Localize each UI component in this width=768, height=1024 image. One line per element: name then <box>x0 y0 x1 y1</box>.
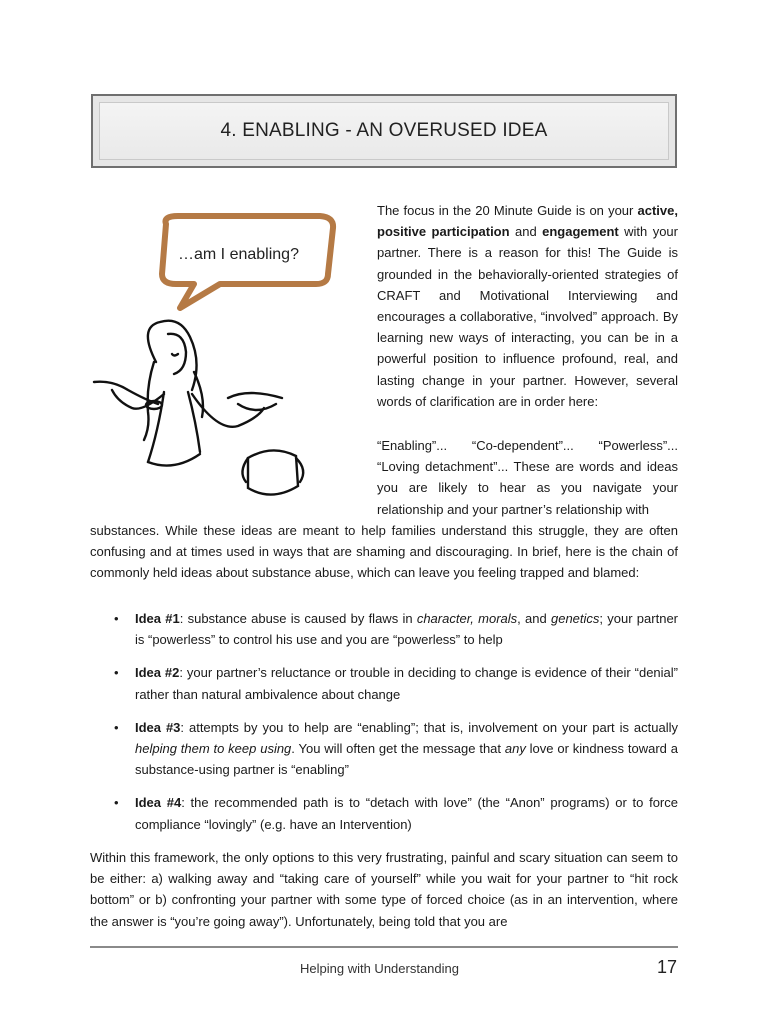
section-title-box <box>91 94 677 168</box>
idea-4-label: Idea #4 <box>135 795 182 811</box>
idea-4-text: : the recommended path is to “detach with love” (the “Anon” programs) or to force compliance “lovingly” (e.g. have an Intervention) <box>135 795 678 832</box>
bullet-icon: • <box>114 719 119 735</box>
idea-3-emphasis-2: any <box>504 741 526 757</box>
idea-3-text: : attempts by you to help are “enabling”; that is, involvement on your part is actually <box>180 719 678 735</box>
list-item <box>90 608 678 650</box>
intro-paragraph <box>377 200 678 412</box>
page-number: 17 <box>657 957 678 977</box>
idea-1-label: Idea #1 <box>135 611 180 626</box>
idea-3-text-2: . You will often get the message that <box>291 741 505 757</box>
intro-text-1: The focus in the 20 Minute Guide is on your <box>377 203 638 218</box>
bullet-icon: • <box>114 665 119 681</box>
idea-1-text-3: ; your partner is “powerless” to control his use and you are “powerless” to help <box>135 611 678 648</box>
intro-text-3: with your partner. There is a reason for this! The Guide is grounded in the behaviorally-oriented strategies of CRAFT and Motivational Interviewing and encourages a collaborative, “involved” approach. By learning new ways of interacting, you can be in a powerful position to influence profound, real, and lasting change in your partner. However, several words of clarification are in order here: <box>377 224 678 409</box>
section-title-inner <box>99 102 669 160</box>
idea-3-label: Idea #3 <box>135 719 181 735</box>
intro-text-2: and <box>509 224 543 240</box>
idea-1-text-2: , and <box>517 611 551 626</box>
idea-1-emphasis-1: character, morals <box>416 611 518 626</box>
idea-3-text-3: love or kindness toward a substance-using partner is “enabling” <box>135 741 678 778</box>
list-item <box>90 792 678 834</box>
terms-paragraph-continued: substances. While these ideas are meant to help families understand this struggle, they are often confusing and at times used in ways that are shaming and discouraging. In brief, here is the chain of commonly held ideas about substance abuse, which can leave you feeling trapped and blamed: <box>90 523 678 581</box>
footer-divider <box>90 946 678 948</box>
woman-figure-icon <box>94 321 303 495</box>
terms-paragraph: “Enabling”... “Co-dependent”... “Powerless”... “Loving detachment”... These are words and ideas you are likely to hear as you navigate your relationship and your partner’s relationship with <box>377 438 678 517</box>
footer-title: Helping with Understanding <box>300 961 459 976</box>
bullet-icon: • <box>114 611 119 626</box>
idea-3-emphasis-1: helping them to keep using <box>135 741 292 757</box>
idea-1-emphasis-2: genetics <box>550 611 600 626</box>
framework-paragraph: Within this framework, the only options to this very frustrating, painful and scary situation can seem to be either: a) walking away and “taking care of yourself” while you wait for your partner to “hit rock bottom” or b) confronting your partner with some type of forced choice (as in an intervention, where the answer is “you’re going away”). Unfortunately, being told that you are <box>90 850 678 929</box>
section-title: 4. ENABLING - AN OVERUSED IDEA <box>220 120 548 141</box>
intro-bold-2: engagement <box>542 224 619 240</box>
speech-bubble-text: …am I enabling? <box>178 246 299 263</box>
idea-2-text: : your partner’s reluctance or trouble in deciding to change is evidence of their “denial” rather than natural ambivalence about change <box>135 665 679 702</box>
bullet-icon: • <box>114 795 119 811</box>
idea-2-label: Idea #2 <box>135 665 180 681</box>
ideas-list <box>90 608 678 847</box>
list-item <box>90 717 678 781</box>
idea-1-text: : substance abuse is caused by flaws in <box>179 611 417 626</box>
intro-bold-1: active, positive participation <box>377 203 678 240</box>
list-item <box>90 662 678 704</box>
